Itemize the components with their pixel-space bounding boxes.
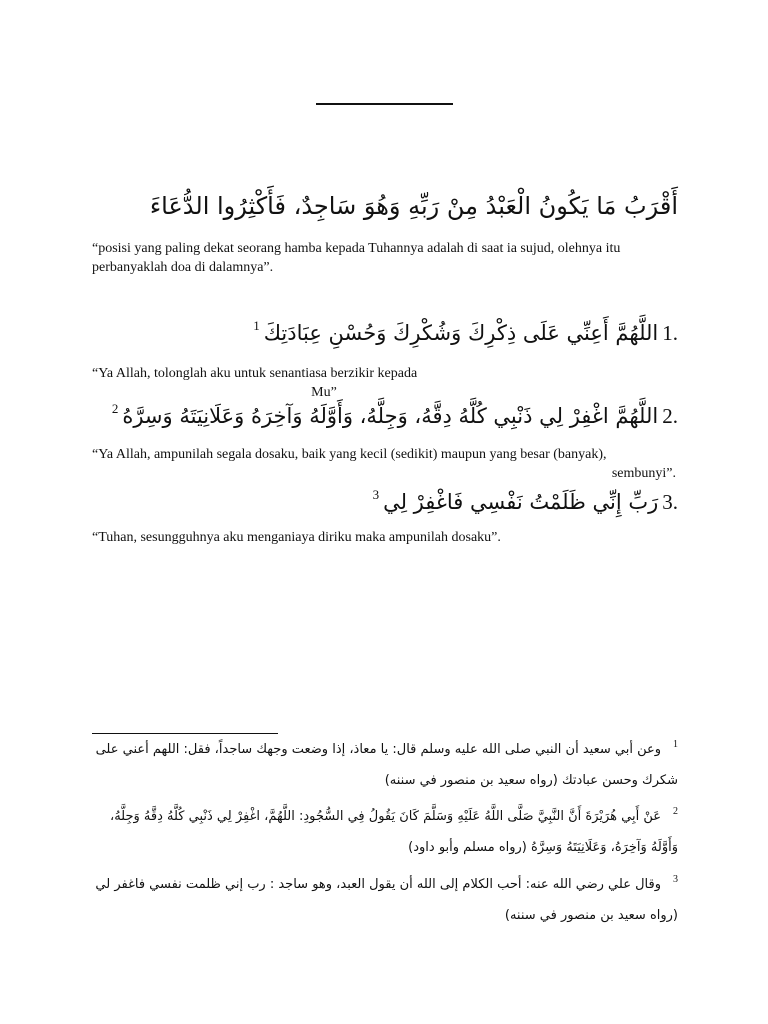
translation-line: sembunyi”. (611, 466, 676, 481)
dua-number: 3. (662, 490, 678, 514)
hadith-translation: “posisi yang paling dekat seorang hamba kepada Tuhannya adalah di saat ia sujud, olehnya itu perbanyaklah doa di dalamnya”. (92, 241, 621, 275)
hadith-arabic: أَقْرَبُ مَا يَكُونُ الْعَبْدُ مِنْ رَبِّهِ وَهُوَ سَاجِدٌ، فَأَكْثِرُوا الدُّعَاءَ (149, 192, 678, 220)
footnote-text: وعن أبي سعيد أن النبي صلى الله عليه وسلم قال: يا معاذ، إذا وضعت وجهك ساجداً، فقل: اللهم أعني على شكرك وحسن عبادتك (رواه سعيد بن منصور في سننه) (95, 742, 678, 788)
footnote-number: 2 (673, 806, 678, 817)
footnote-number: 3 (673, 874, 678, 885)
footnote-1 (92, 735, 678, 796)
dua-number: 1. (662, 321, 678, 345)
footnote-2 (92, 802, 678, 863)
translation-line: “Ya Allah, tolonglah aku untuk senantiasa berzikir kepada (92, 366, 418, 381)
footnote-text: وقال علي رضي الله عنه: أحب الكلام إلى الله أن يقول العبد، وهو ساجد : رب إني ظلمت نفسي فاغفر لي (رواه سعيد بن منصور في سننه) (95, 877, 678, 923)
dua-translation-2 (92, 445, 676, 483)
dua-number: 2. (662, 404, 678, 428)
footnote-3 (92, 870, 678, 931)
dua-arabic: اللَّهُمَّ اغْفِرْ لِي ذَنْبِي كُلَّهُ دِقَّهُ، وَجِلَّهُ، وَأَوَّلَهُ وَآخِرَهُ وَعَلَانِيَتَهُ وَسِرَّهُ (122, 404, 659, 428)
footnote-separator (92, 733, 278, 734)
title-rule (316, 103, 453, 105)
footnote-ref[interactable]: 1 (253, 318, 260, 333)
translation-line: “Tuhan, sesungguhnya aku menganiaya diriku maka ampunilah dosaku”. (92, 530, 501, 545)
dua-translation-1 (92, 364, 676, 402)
dua-translation-3 (92, 528, 676, 547)
footnote-number: 1 (673, 739, 678, 750)
dua-item-2 (60, 401, 678, 434)
footnote-ref[interactable]: 3 (372, 487, 380, 502)
dua-arabic: اللَّهُمَّ أَعِنِّي عَلَى ذِكْرِكَ وَشُكْرِكَ وَحُسْنِ عِبَادَتِكَ (263, 321, 659, 345)
translation-line: Mu” (311, 385, 337, 400)
dua-arabic: رَبِّ إِنِّي ظَلَمْتُ نَفْسِي فَاغْفِرْ لِي (383, 490, 659, 514)
dua-item-1 (60, 318, 678, 351)
footnote-ref[interactable]: 2 (111, 401, 119, 416)
translation-line: “Ya Allah, ampunilah segala dosaku, baik yang kecil (sedikit) maupun yang besar (banyak), (92, 447, 607, 462)
footnote-text: عَنْ أَبِي هُرَيْرَةَ أَنَّ النَّبِيَّ صَلَّى اللَّهُ عَلَيْهِ وَسَلَّمَ كَانَ يَقُولُ فِي السُّجُودِ: اللَّهُمَّ، اغْفِرْ لِي ذَنْبِي كُلَّهُ دِقَّهُ وَجِلَّهُ، وَأَوَّلَهُ وَآخِرَهُ، وَعَلَانِيَتَهُ وَسِرَّهُ (رواه مسلم وأبو داود) (110, 809, 678, 855)
dua-item-3 (60, 487, 678, 520)
